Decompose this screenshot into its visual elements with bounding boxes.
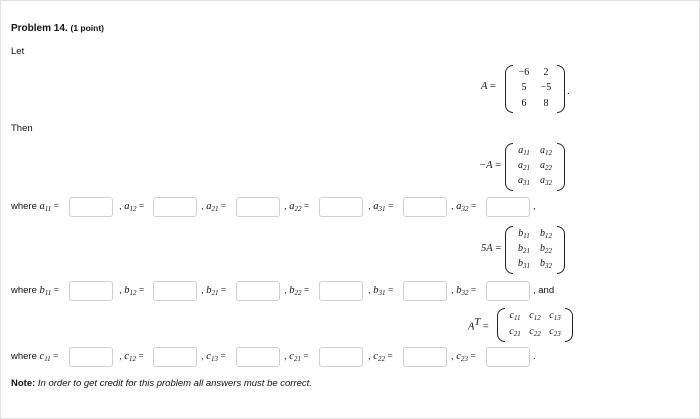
answer-input-a32[interactable]: [486, 197, 530, 217]
left-paren: [505, 226, 513, 274]
variable-subscript: 22: [294, 205, 302, 213]
entry-subscript: 11: [523, 148, 530, 157]
comma: ,: [201, 285, 207, 296]
answer-label-b21: [201, 285, 226, 297]
variable-name: [289, 285, 301, 296]
matrix-at-cell: [549, 326, 560, 338]
entry-letter: a: [518, 175, 523, 187]
equals-sign: =: [301, 202, 310, 212]
variable-subscript: 31: [378, 289, 386, 297]
variable-name: [40, 351, 51, 362]
variable-letter: a: [124, 201, 130, 212]
equals-sign: =: [51, 202, 59, 212]
variable-name: [124, 201, 136, 212]
answer-label-b11: [11, 285, 59, 297]
variable-subscript: 11: [44, 205, 52, 213]
entry-letter: c: [529, 310, 534, 321]
entry-letter: c: [509, 310, 514, 321]
answer-input-c11[interactable]: [69, 347, 113, 367]
answer-input-a21[interactable]: [236, 197, 280, 217]
equals-sign: =: [136, 202, 145, 212]
answer-input-c23[interactable]: [486, 347, 530, 367]
variable-letter: b: [456, 285, 462, 296]
problem-points: (1 point): [70, 23, 105, 33]
matrix-5a-name: 5A: [481, 243, 493, 254]
comma: ,: [451, 351, 457, 362]
entry-subscript: 21: [513, 330, 521, 338]
matrix-at-cell: [529, 326, 540, 338]
comma: ,: [119, 201, 125, 212]
problem-title: [11, 23, 104, 34]
answer-input-c12[interactable]: [153, 347, 197, 367]
entry-subscript: 12: [533, 314, 541, 322]
where-text: where: [11, 351, 40, 362]
variable-letter: c: [373, 351, 378, 362]
variable-subscript: 22: [377, 355, 385, 363]
variable-subscript: 21: [211, 289, 219, 297]
matrix-at-cell: [509, 326, 520, 338]
entry-letter: a: [518, 144, 524, 156]
variable-subscript: 12: [128, 355, 136, 363]
variable-subscript: 22: [294, 289, 302, 297]
entry-subscript: 13: [553, 314, 561, 322]
matrix-neg-a-cell: [540, 175, 552, 187]
matrix-a-label: [481, 81, 496, 92]
answer-label-c12: [119, 351, 144, 363]
comma: ,: [368, 201, 374, 212]
answer-label-b12: [119, 285, 144, 297]
matrix-5a-cell: [540, 228, 552, 240]
matrix-neg-a-cell: [518, 160, 530, 172]
equals-sign: =: [385, 202, 394, 212]
entry-subscript: 32: [545, 262, 552, 271]
matrix-5a-cell: [518, 258, 530, 270]
entry-letter: c: [549, 326, 554, 337]
answer-input-b11[interactable]: [69, 281, 113, 301]
answer-label-a31: [368, 201, 393, 213]
equals-sign: =: [50, 352, 59, 362]
entry-letter: b: [518, 258, 523, 270]
equals-sign: =: [136, 286, 145, 296]
entry-subscript: 31: [523, 179, 530, 188]
matrix-neg-a-grid: [513, 143, 557, 189]
matrix-neg-a-name: −A: [479, 160, 493, 171]
entry-letter: b: [540, 258, 545, 270]
matrix-5a-cell: [518, 243, 530, 255]
variable-subscript: 11: [44, 289, 52, 297]
matrix-neg-a-cell: [518, 175, 530, 187]
right-paren: [557, 226, 565, 274]
variable-subscript: 21: [293, 355, 301, 363]
comma: ,: [368, 285, 374, 296]
right-paren: [565, 308, 573, 342]
variable-letter: b: [124, 285, 130, 296]
variable-subscript: 11: [44, 355, 51, 363]
matrix-at: [497, 308, 573, 340]
equals-sign: =: [135, 352, 144, 362]
matrix-at-cell: [529, 310, 540, 322]
matrix-at-label: [468, 317, 489, 333]
variable-name: [40, 201, 52, 212]
answer-input-a22[interactable]: [319, 197, 363, 217]
matrix-a: [505, 65, 565, 111]
variable-letter: c: [456, 351, 461, 362]
entry-subscript: 31: [523, 262, 530, 271]
answer-label-c23: [451, 351, 476, 363]
equals-sign: =: [51, 286, 59, 296]
variable-letter: a: [39, 201, 45, 212]
comma: ,: [284, 351, 290, 362]
variable-subscript: 32: [461, 205, 469, 213]
matrix-neg-a-cell: [540, 160, 552, 172]
left-paren: [497, 308, 505, 342]
equals-sign: =: [301, 286, 310, 296]
equals-sign: =: [495, 160, 502, 171]
answer-input-c22[interactable]: [403, 347, 447, 367]
equals-sign: =: [495, 243, 502, 254]
matrix-a-name: A: [481, 81, 488, 92]
matrix-neg-a-cell: [518, 145, 529, 157]
variable-letter: b: [206, 285, 212, 296]
comma: ,: [451, 285, 457, 296]
entry-subscript: 12: [545, 231, 552, 240]
matrix-5a-cell: [540, 258, 552, 270]
variable-name: [40, 285, 52, 296]
variable-subscript: 21: [211, 205, 219, 213]
variable-name: [373, 285, 385, 296]
entry-subscript: 11: [523, 231, 530, 240]
equals-sign: =: [217, 352, 226, 362]
note-label: Note:: [11, 378, 36, 389]
variable-name: [456, 201, 468, 212]
matrix-a-cell: −6: [518, 67, 530, 79]
matrix-at-cell: [549, 310, 560, 322]
matrix-a-cell: 2: [543, 67, 549, 79]
variable-letter: c: [39, 351, 45, 362]
variable-letter: c: [206, 351, 211, 362]
equals-sign: =: [218, 202, 227, 212]
let-text: Let: [11, 46, 25, 57]
answer-input-b22[interactable]: [319, 281, 363, 301]
comma: ,: [201, 351, 207, 362]
variable-letter: a: [206, 201, 212, 212]
answer-label-a22: [284, 201, 309, 213]
row-trailing-text: , and: [533, 285, 555, 296]
answer-label-c22: [368, 351, 393, 363]
comma: ,: [201, 201, 207, 212]
matrix-a-cell: 5: [521, 82, 527, 94]
variable-name: [124, 351, 136, 362]
entry-letter: b: [518, 242, 523, 254]
matrix-5a-cell: [518, 228, 529, 240]
where-text: where: [11, 201, 40, 212]
answer-input-b32[interactable]: [486, 281, 530, 301]
variable-name: [206, 201, 218, 212]
variable-letter: b: [39, 285, 45, 296]
variable-letter: a: [456, 201, 462, 212]
entry-letter: a: [540, 175, 545, 187]
matrix-neg-a-label: [479, 160, 501, 171]
then-text: Then: [11, 123, 33, 134]
answer-label-b32: [451, 285, 476, 297]
entry-letter: c: [529, 326, 534, 337]
entry-subscript: 21: [523, 163, 530, 172]
answer-input-c21[interactable]: [319, 347, 363, 367]
matrix-a-grid: [513, 65, 557, 111]
note-text: In order to get credit for this problem all answers must be correct.: [35, 378, 312, 389]
equals-sign: =: [482, 321, 489, 333]
entry-letter: a: [518, 159, 523, 171]
answer-label-c11: [11, 351, 58, 363]
matrix-neg-a: [505, 143, 565, 189]
comma: ,: [368, 351, 374, 362]
entry-letter: a: [540, 144, 545, 156]
variable-letter: a: [373, 201, 379, 212]
answer-label-a12: [119, 201, 144, 213]
equals-sign: =: [468, 286, 477, 296]
entry-letter: b: [540, 227, 545, 239]
equals-sign: =: [468, 202, 477, 212]
variable-letter: b: [289, 285, 295, 296]
equals-sign: =: [385, 286, 394, 296]
right-paren: [557, 143, 565, 191]
entry-subscript: 23: [553, 330, 561, 338]
variable-subscript: 23: [460, 355, 468, 363]
variable-name: [206, 351, 218, 362]
matrix-5a-label: [481, 243, 501, 254]
entry-subscript: 22: [533, 330, 541, 338]
entry-subscript: 22: [545, 246, 552, 255]
variable-subscript: 31: [378, 205, 386, 213]
matrix-5a-grid: [513, 226, 557, 272]
matrix-a-cell: −5: [540, 82, 552, 94]
equals-sign: =: [218, 286, 227, 296]
variable-letter: c: [289, 351, 294, 362]
entry-subscript: 32: [545, 179, 552, 188]
row-trailing-text: ,: [533, 201, 536, 212]
answer-input-a31[interactable]: [403, 197, 447, 217]
answer-label-a32: [451, 201, 476, 213]
answer-input-a12[interactable]: [153, 197, 197, 217]
matrix-at-grid: [505, 308, 565, 340]
variable-subscript: 12: [129, 205, 137, 213]
answer-input-c13[interactable]: [236, 347, 280, 367]
equals-sign: =: [384, 352, 393, 362]
entry-subscript: 22: [545, 163, 552, 172]
answer-label-c13: [201, 351, 226, 363]
comma: ,: [119, 351, 125, 362]
period: .: [567, 86, 570, 97]
left-paren: [505, 65, 513, 113]
answer-input-b31[interactable]: [403, 281, 447, 301]
matrix-5a: [505, 226, 565, 272]
variable-letter: c: [124, 351, 129, 362]
entry-letter: b: [540, 242, 545, 254]
equals-sign: =: [490, 81, 496, 92]
matrix-a-cell: 6: [521, 97, 527, 109]
entry-subscript: 21: [523, 246, 530, 255]
equals-sign: =: [467, 352, 476, 362]
variable-name: [124, 285, 136, 296]
matrix-a-cell: 8: [543, 97, 549, 109]
answer-input-b21[interactable]: [236, 281, 280, 301]
answer-label-a21: [201, 201, 226, 213]
right-paren: [557, 65, 565, 113]
answer-label-c21: [284, 351, 309, 363]
comma: ,: [284, 201, 290, 212]
equals-sign: =: [300, 352, 309, 362]
variable-subscript: 12: [129, 289, 137, 297]
matrix-neg-a-cell: [540, 145, 552, 157]
transpose-superscript: T: [474, 317, 481, 328]
variable-name: [456, 351, 468, 362]
variable-subscript: 32: [461, 289, 469, 297]
variable-name: [373, 351, 385, 362]
variable-subscript: 13: [210, 355, 218, 363]
answer-label-a11: [11, 201, 59, 213]
variable-name: [373, 201, 385, 212]
comma: ,: [451, 201, 457, 212]
entry-letter: c: [509, 326, 514, 337]
answer-input-a11[interactable]: [69, 197, 113, 217]
variable-letter: b: [373, 285, 379, 296]
answer-label-b22: [284, 285, 309, 297]
variable-name: [289, 201, 301, 212]
entry-letter: b: [518, 227, 524, 239]
entry-letter: a: [540, 159, 545, 171]
comma: ,: [284, 285, 290, 296]
answer-label-b31: [368, 285, 393, 297]
row-trailing-text: .: [533, 351, 536, 362]
note: [11, 378, 312, 389]
problem-number: Problem 14.: [11, 23, 68, 34]
comma: ,: [119, 285, 125, 296]
entry-subscript: 12: [545, 148, 552, 157]
matrix-5a-cell: [540, 243, 552, 255]
where-text: where: [11, 285, 40, 296]
variable-name: [206, 285, 218, 296]
matrix-at-name: A: [468, 321, 475, 333]
answer-input-b12[interactable]: [153, 281, 197, 301]
matrix-at-cell: [510, 310, 521, 322]
variable-letter: a: [289, 201, 295, 212]
left-paren: [505, 143, 513, 191]
variable-name: [289, 351, 301, 362]
entry-subscript: 11: [513, 314, 521, 322]
entry-letter: c: [549, 310, 554, 321]
variable-name: [456, 285, 468, 296]
